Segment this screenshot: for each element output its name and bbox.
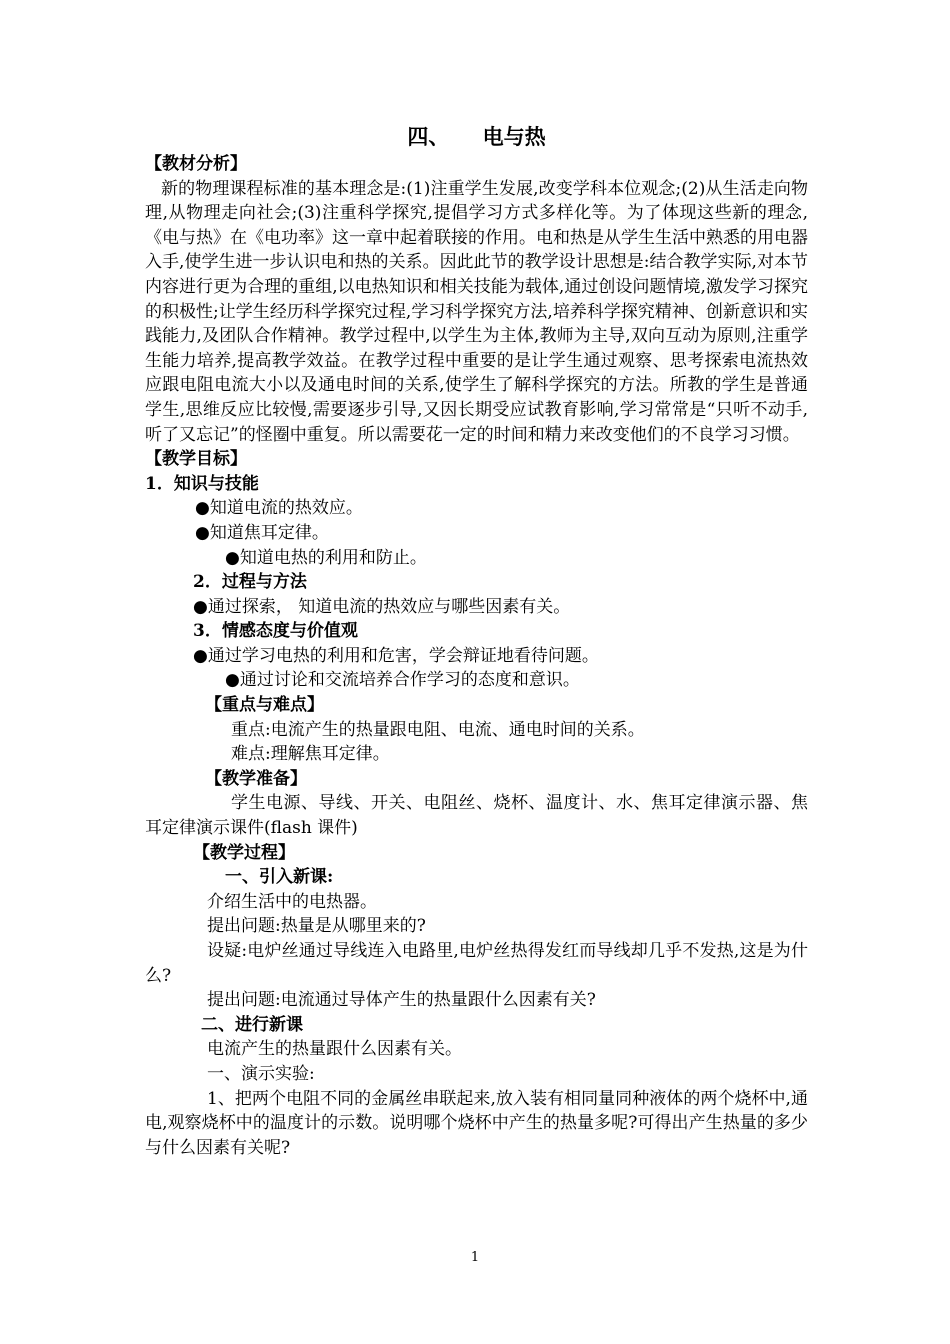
prep-heading: 【教学准备】 — [205, 768, 307, 789]
document-body — [145, 122, 808, 1160]
new-lesson-line: 1、把两个电阻不同的金属丝串联起来,放入装有相同量同种液体的两个烧杯中,通电,观察烧杯中的温度计的示数。说明哪个烧杯中产生的热量多呢?可得出产生热量的多少与什么因素有关呢? — [145, 1088, 808, 1158]
goals-heading: 【教学目标】 — [145, 449, 247, 470]
page-number: 1 — [470, 1250, 480, 1265]
goal3-item: ●通过学习电热的利用和危害，学会辩证地看待问题。 — [193, 645, 599, 666]
analysis-paragraph: 新的物理课程标准的基本理念是:(1)注重学生发展,改变学科本位观念;(2)从生活走向物理,从物理走向社会;(3)注重科学探究,提倡学习方式多样化等。为了体现这些新的理念,《电与热》在《电功率》这一章中起着联接的作用。电和热是从学生生活中熟悉的用电器入手,使学生进一步认识电和热的关系。因此此节的教学设计思想是:结合教学实际,对本节内容进行更为合理的重组,以电热知识和相关技能为载体,通过创设问题情境,激发学习探究的积极性;让学生经历科学探究过程,学习科学探究方法,培养科学探究精神、创新意识和实践能力,及团队合作精神。教学过程中,以学生为主体,教师为主导,双向互动为原则,注重学生能力培养,提高教学效益。在教学过程中重要的是让学生通过观察、思考探索电流热效应跟电阻电流大小以及通电时间的关系,使学生了解科学探究的方法。所教的学生是普通学生,思维反应比较慢,需要逐步引导,又因长期受应试教育影响,学习常常是“只听不动手,听了又忘记”的怪圈中重复。所以需要花一定的时间和精力来改变他们的不良学习习惯。 — [145, 178, 808, 445]
page-title: 四、 电与热 — [407, 124, 546, 149]
intro-line: 提出问题:热量是从哪里来的? — [207, 916, 426, 937]
difficulty-line: 难点:理解焦耳定律。 — [231, 744, 390, 765]
prep-paragraph: 学生电源、导线、开关、电阻丝、烧杯、温度计、水、焦耳定律演示器、焦耳定律演示课件(flash 课件) — [145, 793, 808, 839]
goal1-heading: 1．知识与技能 — [145, 473, 259, 494]
goal1-item: ●知道电流的热效应。 — [195, 498, 363, 519]
analysis-heading: 【教材分析】 — [145, 154, 247, 174]
goal1-item: ●知道焦耳定律。 — [195, 522, 329, 543]
new-lesson-line: 一、演示实验: — [207, 1063, 315, 1084]
goal1-item: ●知道电热的利用和防止。 — [225, 547, 427, 568]
intro-line: 设疑:电炉丝通过导线连入电路里,电炉丝热得发红而导线却几乎不发热,这是为什么? — [145, 941, 808, 986]
intro-line: 介绍生活中的电热器。 — [207, 891, 377, 912]
goal2-heading: 2．过程与方法 — [193, 572, 307, 593]
new-lesson-heading: 二、进行新课 — [201, 1014, 303, 1035]
keypoints-heading: 【重点与难点】 — [205, 695, 324, 716]
new-lesson-line: 电流产生的热量跟什么因素有关。 — [207, 1039, 462, 1060]
intro-line: 提出问题:电流通过导体产生的热量跟什么因素有关? — [207, 990, 596, 1011]
keypoint-line: 重点:电流产生的热量跟电阻、电流、通电时间的关系。 — [231, 719, 645, 740]
goal3-heading: 3．情感态度与价值观 — [193, 621, 358, 642]
intro-heading: 一、引入新课: — [225, 867, 334, 888]
goal2-item: ●通过探索， 知道电流的热效应与哪些因素有关。 — [193, 596, 571, 617]
process-heading: 【教学过程】 — [193, 842, 295, 863]
goal3-item: ●通过讨论和交流培养合作学习的态度和意识。 — [225, 670, 580, 691]
